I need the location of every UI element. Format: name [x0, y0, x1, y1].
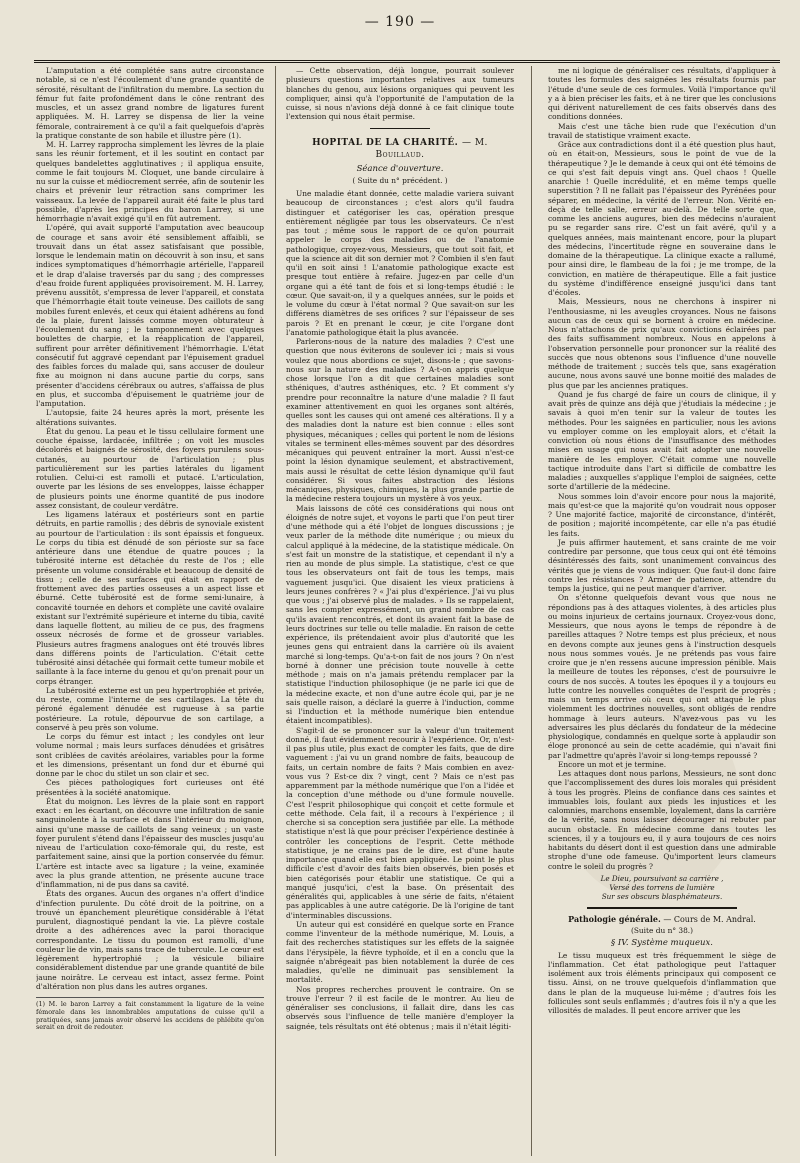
- footnote-text: (1) M. le baron Larrey a fait constamment la ligature de la veine fémorale dans les innombrables amputations de cuisse qu'il a pratiquées, sans jamais avoir observé les accidens de phlébite qu'on serait en droit de redouter.: [36, 1000, 264, 1032]
- column-3: [548, 66, 776, 1156]
- article-paragraph: Ces pièces pathologiques fort curieuses ont été présentées à la société anatomique.: [36, 778, 264, 797]
- article-paragraph: S'agit-il de se prononcer sur la valeur d'un traitement donné, il faut évidemment recourir à l'expérience. Or, n'est-il pas plus utile, plus exact de compter les faits, que de dire vaguement : j'ai vu un grand nombre de faits, beaucoup de faits, un certain nombre de faits ? Mais combien en avez-vous vus ? Est-ce dix ? vingt, cent ? Mais ce n'est pas apparemment par la méthode numérique que l'on a l'idée et la conception d'une méthode ou d'une formule nouvelle. C'est l'esprit philosophique qui conçoit et cette formule et cette méthode. Cela fait, il a recours à l'expérience ; il cherche si sa conception sera justifiée par elle. La méthode statistique n'est là que pour préciser l'expérience destinée à contrôler les conceptions de l'esprit. Cette méthode statistique, je ne crains pas de le dire, est d'une haute importance quand elle est bien appliquée. Le point le plus difficile c'est d'avoir des faits bien observés, bien posés et bien catégorisés pour établir une statistique. Ce qui a manqué jusqu'ici, c'est la base. On présentait des généralités qui, applicables à une série de faits, n'étaient pas applicables à une autre catégorie. De là l'origine de tant d'interminables discussions.: [286, 725, 514, 920]
- article-paragraph: Quand je fus chargé de faire un cours de clinique, il y avait près de quinze ans déjà que j'étudiais la médecine ; je savais à quoi m'en tenir sur la valeur de toutes les méthodes. Pour les saignées en particulier, nous les avions vu employer comme on les employait alors, et c'était la conviction où nous étions de l'insuffisance des méthodes mises en usage qui nous avait fait adopter une nouvelle manière de les employer. C'était comme une nouvelle tactique introduite dans l'art si difficile de combattre les maladies ; auxquelles s'applique l'emploi de saignées, cette sorte d'artillerie de la médecine.: [548, 389, 776, 492]
- article-paragraph: État du moignon. Les lèvres de la plaie sont en rapport exact : en les écartant, on découvre une infiltration de sanie sanguinolente à la surface et dans l'intérieur du moignon, ainsi qu'une masse de caillots de sang veineux ; un vaste foyer purulent s'étend dans l'épaisseur des muscles jusqu'au niveau de l'articulation coxo-fémorale qui, du reste, est parfaitement saine, ainsi que la portion conservée du fémur. L'artère est intacte avec sa ligature ; la veine, examinée avec la plus grande attention, ne présente aucune trace d'inflammation, ni de pus dans sa cavité.: [36, 796, 264, 889]
- verse-line: Sur ses obscurs blasphémateurs.: [601, 891, 723, 901]
- article-paragraph: Je puis affirmer hautement, et sans crainte de me voir contredire par personne, que tous ceux qui ont été témoins désintéressés des faits, sont unanimement convaincus des vérités que je viens de vous indiquer. Que faut-il donc faire contre les résistances ? Armer de patience, attendre du temps la justice, qui ne peut manquer d'arriver.: [548, 537, 776, 593]
- intro-paragraph: — Cette observation, déjà longue, pourrait soulever plusieurs questions importantes relatives aux tumeurs blanches du genou, aux lésions organiques qui peuvent les compliquer, ainsi qu'à l'opportunité de l'amputation de la cuisse, si nous n'avions déjà donné à ce fait clinique toute l'extension qui nous était permise.: [286, 66, 514, 122]
- article-paragraph: La tubérosité externe est un peu hypertrophiée et privée, du reste, comme l'interne de ses cartilages. La tête du péroné également dénudée est rugueuse à sa partie postérieure. La rotule, dépourvue de son cartilage, a conservé à peu près son volume.: [36, 685, 264, 732]
- article-paragraph: État du genou. La peau et le tissu cellulaire forment une couche épaisse, lardacée, infiltrée ; on voit les muscles décolorés et baignés de sérosité, des foyers purulens sous-cutanés, au pourtour de l'articulation ; plus particulièrement sur les parties latérales du ligament rotulien. Celui-ci est ramolli et putacé. L'articulation, ouverte par les lésions de ses enveloppes, laisse échapper de plusieurs points une énorme quantité de pus inodore assez consistant, de couleur verdâtre.: [36, 426, 264, 510]
- article-paragraph: Nos propres recherches prouvent le contraire. On se trouve l'erreur ? il est facile de le montrer. Au lieu de généraliser ses conclusions, il fallait dire, dans les cas observés sous l'influence de telle manière d'employer la saignée, tels résultats ont été obtenus ; mais il n'était légiti-: [286, 984, 514, 1031]
- article-paragraph: Grâce aux contradictions dont il a été question plus haut, où en était-on, Messieurs, sous le point de vue de la thérapeutique ? Je le demande à ceux qui ont été témoins de ce qui s'est fait depuis vingt ans. Quel chaos ! Quelle anarchie ! Quelle incrédulité, et en même temps quelle superstition ? Il ne fallait pas l'épaisseur des Pyrénées pour séparer, en médecine, la vérité de l'erreur. Non. Vérité en-deçà de telle salle, erreur au-delà. De telle sorte que, comme les anciens augures, bien des médecins n'auraient pu se regarder sans rire. C'est un fait avéré, qu'il y a quelques années, mais maintenant encore, pour la plupart des médecins, l'incertitude règne en souveraine dans le domaine de la thérapeutique. La clinique exacte a rallumé, pour ainsi dire, le flambeau de la foi ; je me trompe, de la conviction, en matière de thérapeutique. Elle a fait justice du système d'indifférence enseigné jusqu'ici dans tant d'écoles.: [548, 140, 776, 297]
- column-1: [36, 66, 264, 1156]
- article-paragraph: Parlerons-nous de la nature des maladies ? C'est une question que nous éviterons de soulever ici ; mais si vous voulez que nous abordions ce sujet, disons-le ; que savons-nous sur la nature des maladies ? A-t-on appris quelque chose lorsque l'on a dit que certaines maladies sont sthéniques, d'autres asthéniques, etc. ? Et comment s'y prendre pour reconnaître la nature d'une maladie ? Il faut examiner attentivement en quoi les organes sont altérés, quelles sont les causes qui ont amené ces altérations. Il y a des maladies dont la nature est bien connue : elles sont physiques, mécaniques ; celles qui portent le nom de lésions vitales se terminent elles-mêmes souvent par des désordres mécaniques qui peuvent entraîner la mort. Aussi n'est-ce point la lésion dynamique seulement, et abstractivement, mais aussi le résultat de cette lésion dynamique qu'il faut considérer. Si vous faites abstraction des lésions mécaniques, physiques, chimiques, la plus grande partie de la médecine restera toujours un mystère à vos yeux.: [286, 337, 514, 504]
- column-divider: [275, 66, 276, 1156]
- article-paragraph: Mais c'est une tâche bien rude que l'exécution d'un travail de statistique vraiment exacte.: [548, 121, 776, 140]
- article-paragraph: On s'étonne quelquefois devant vous que nous ne répondions pas à des attaques violentes, à des articles plus ou moins injurieux de certains journaux. Croyez-vous donc, Messieurs, que nous ayons le temps de répondre à de pareilles attaques ? Notre temps est plus précieux, et nous en devons compte aux jeunes gens à l'instruction desquels nous nous sommes voués. Je ne prétends pas vous faire croire que je n'en ressens aucune impression pénible. Mais la meilleure de toutes les réponses, c'est de poursuivre le cours de nos succès. A toutes les époques il y a toujours eu lutte contre les nouvelles conquêtes de l'esprit de progrès ; mais un temps arrive où ceux qui ont attaqué le plus violemment les doctrines nouvelles, sont obligés de rendre hommage à leurs auteurs. N'avez-vous pas vu les adversaires les plus déclarés du fondateur de la médecine physiologique, condamnés en quelque sorte à applaudir son éloge prononcé au sein de cette académie, qui n'avait fini par l'admettre qu'après l'avoir si long-temps repoussé ?: [548, 593, 776, 760]
- verse-line: Versé des torrens de lumière: [609, 882, 715, 892]
- section2-author: — Cours de M. Andral.: [663, 914, 756, 924]
- article-paragraph: Une maladie étant donnée, cette maladie variera suivant beaucoup de circonstances ; c'est alors qu'il faudra distinguer et catégoriser les cas, opération presque entièrement négligée par tous les observateurs. Ce n'est pas tout ; même sous le rapport de ce qu'on pourrait appeler le corps des maladies ou de l'anatomie pathologique, croyez-vous, Messieurs, que tout soit fait, et que la science ait dit son dernier mot ? Combien il s'en faut qu'il en soit ainsi ! L'anatomie pathologique exacte est presque tout entière à refaire. Jugez-en par celle d'un organe qui a été tant de fois et si long-temps étudié : le cœur. Que savait-on, il y a quelques années, sur le poids et le volume du cœur à l'état normal ? Que savait-on sur les différens diamètres de ses orifices ? sur l'épaisseur de ses parois ? Et en prenant le cœur, je cite l'organe dont l'anatomie pathologique était la plus avancée.: [286, 189, 514, 337]
- article-paragraph: me ni logique de généraliser ces résultats, d'appliquer à toutes les formules des saignées les résultats fournis par l'étude d'une seule de ces formules. Voilà l'importance qu'il y a à bien préciser les faits, et à ne tirer que les conclusions qui dérivent naturellement de ces faits observés dans des conditions données.: [548, 66, 776, 122]
- section-title-text: HOPITAL DE LA CHARITÉ.: [312, 137, 459, 148]
- footnote: [36, 997, 264, 1032]
- article-paragraph: États des organes. Aucun des organes n'a offert d'indice d'infection purulente. Du côté droit de la poitrine, on a trouvé un épanchement pleurétique considérable à l'état purulent, diagnostiqué pendant la vie. La plèvre costale droite a des adhérences avec la paroi thoracique correspondante. Le tissu du poumon est ramolli, d'une couleur lie de vin, mais sans trace de tubercule. Le cœur est légèrement hypertrophié ; la vésicule biliaire considérablement distendue par une grande quantité de bile jaune noirâtre. Le cerveau est intact, assez ferme. Point d'altération non plus dans les autres organes.: [36, 889, 264, 991]
- article-paragraph: L'amputation a été complétée sans autre circonstance notable, si ce n'est l'écoulement d'une grande quantité de sérosité, résultant de l'infiltration du membre. La section du fémur fut faite profondément dans le cône rentrant des muscles, et un assez grand nombre de ligatures furent appliquées. M. H. Larrey se dispensa de lier la veine fémorale, contrairement à ce qu'il a fait quelquefois d'après la pratique constante de son habile et illustre père (1).: [36, 66, 264, 140]
- article-paragraph: Un auteur qui est considéré en quelque sorte en France comme l'inventeur de la méthode numérique, M. Louis, a fait des recherches statistiques sur les effets de la saignée dans l'érysipèle, la fièvre typhoïde, et il en a conclu que la saignée n'abrégeait pas bien notablement la durée de ces maladies, qu'elle ne diminuait pas sensiblement la mortalité.: [286, 919, 514, 985]
- article-paragraph: Mais, Messieurs, nous ne cherchons à inspirer ni l'enthousiasme, ni les aveugles croyances. Nous ne faisons aucun cas de ceux qui se bornent à croire en médecine. Nous n'attachons de prix qu'aux convictions éclairées par des faits suffisamment nombreux. Nous en appelons à l'observation personnelle pour prononcer sur la réalité des succès que nous obtenons sous l'influence d'une nouvelle méthode de traitement ; succès tels que, sans exagération aucune, nous avons sauvé une bonne moitié des malades de plus que par les anciennes pratiques.: [548, 297, 776, 390]
- separator-rule: [370, 128, 430, 129]
- article-paragraph: L'autopsie, faite 24 heures après la mort, présente les altérations suivantes.: [36, 408, 264, 427]
- verse-block: [548, 874, 776, 901]
- page-number: — 190 —: [364, 14, 436, 30]
- section-subtitle: Séance d'ouverture.: [356, 163, 444, 174]
- separator-rule: [587, 907, 737, 909]
- section-title: [286, 137, 514, 161]
- section2-title: [548, 915, 776, 924]
- section2-note: (Suite du n° 38.): [630, 926, 694, 935]
- section2-subtitle: § IV. Système muqueux.: [610, 938, 714, 949]
- article-paragraph: Les attaques dont nous parlons, Messieurs, ne sont donc que l'accomplissement des dures lois morales qui président à tous les progrès. Pleins de confiance dans ces saintes et immuables lois, foulant aux pieds les injustices et les calomnies, marchons ensemble, loyalement, dans la carrière de la vérité, sans nous laisser décourager ni rebuter par aucun obstacle. En médecine comme dans toutes les sciences, il y a toujours eu, il y aura toujours de ces noirs habitants du désert dont il est question dans une admirable strophe d'une ode fameuse. Qu'importent leurs clameurs contre le soleil du progrès ?: [548, 769, 776, 871]
- column-3-body: [548, 66, 776, 871]
- article-paragraph: Nous sommes loin d'avoir encore pour nous la majorité, mais qu'est-ce que la majorité qu'on voudrait nous opposer ? Une majorité factice, majorité de circonstance, d'intérêt, de position ; majorité incompétente, car elle n'a pas étudié les faits.: [548, 491, 776, 538]
- article-paragraph: Le corps du fémur est intact ; les condyles ont leur volume normal ; mais leurs surfaces dénudées et grisâtres sont criblées de cavités aréolaires, variables pour la forme et les dimensions, présentant un fond dur et éburné qui donne par le choc du stilet un son clair et sec.: [36, 732, 264, 778]
- article-paragraph: Le tissu muqueux est très fréquemment le siège de l'inflammation. Cet état pathologique peut l'attaquer isolément aux trois éléments principaux qui composent ce tissu. Ainsi, on ne trouve quelquefois d'inflammation que dans le plan de la muqueuse lui-même ; d'autres fois les follicules sont seuls enflammés ; d'autres fois il n'y a que les villosités de malades. Il peut encore arriver que les: [548, 950, 776, 1015]
- article-paragraph: Les ligamens latéraux et postérieurs sont en partie détruits, en partie ramollis ; des débris de synoviale existent au pourtour de l'articulation : ils sont épaissis et fongueux. Le corps du tibia est dénudé de son périoste sur sa face antérieure dans une étendue de quatre pouces ; la tubérosité interne est détachée du reste de l'os ; elle présente un volume considérable et beaucoup de densité de tissu ; celle de ses surfaces qui était en rapport de frottement avec des parties osseuses a un aspect lisse et éburné. Cette tubérosité est de forme semi-lunaire, à concavité tournée en dehors et complète une cavité ovalaire existant sur l'extrémité supérieure et interne du tibia, cavité dans laquelle flottent, au milieu de ce pus, des fragmens osseux nécrosés de forme et de grosseur variables. Plusieurs autres fragmens analogues ont été trouvés libres dans différens points de l'articulation. C'était cette tubérosité ainsi détachée qui formait cette tumeur mobile et saillante à la face interne du genou et qu'on prenait pour un corps étranger.: [36, 510, 264, 686]
- article-paragraph: M. H. Larrey rapprocha simplement les lèvres de la plaie sans les réunir fortement, et il les soutint en contact par quelques bandelettes agglutinatives ; il appliqua ensuite, comme le fait toujours M. Cloquet, une bande circulaire à nu sur la cuisse et médiocrement serrée, afin de soutenir les chairs et prévenir leur rétraction sans comprimer les vaisseaux. La levée de l'appareil aurait été faite le plus tard possible, d'après les principes du baron Larrey, si une hémorrhagie n'avait exigé qu'il en fût autrement.: [36, 140, 264, 223]
- section2-body: [548, 951, 776, 1016]
- article-paragraph: L'opéré, qui avait supporté l'amputation avec beaucoup de courage et sans avoir été sensiblement affaibli, se trouvait dans un état assez satisfaisant que possible, lorsque le lendemain matin on découvrit à son insu, et sans indices symptomatiques d'hémorrhagie artérielle, l'appareil et le drap d'alaise traversés par du sang ; des compresses d'eau froide furent appliquées provisoirement. M. H. Larrey, prévenu aussitôt, s'empressa de lever l'appareil, et constata que l'hémorrhagie était toute veineuse. Des caillots de sang mobiles furent enlevés, et ceux qui étaient adhérens au fond de la plaie, furent laissés comme moyen obturateur à l'écoulement du sang ; le tamponnement avec quelques boulettes de charpie, et la réapplication de l'appareil, suffirent pour arrêter définitivement l'hémorrhagie. L'état consécutif fut aggravé cependant par l'épuisement graduel des faibles forces du malade qui, sans accuser de douleur fixe au moignon ni dans aucune partie du corps, sans présenter d'accidens cérébraux ou autres, s'affaissa de plus en plus, et succomba d'épuisement le quatrième jour de l'amputation.: [36, 223, 264, 408]
- column-divider: [531, 66, 532, 1156]
- header-rule: [34, 60, 780, 63]
- column-2: [286, 66, 514, 1156]
- section-author: — M. Bouillaud.: [375, 137, 488, 160]
- verse-line: Le Dieu, poursuivant sa carrière ,: [600, 873, 724, 883]
- section-note: ( Suite du n° précédent. ): [352, 175, 448, 185]
- section2-title-text: Pathologie générale.: [568, 913, 661, 924]
- article-paragraph: Encore un mot et je termine.: [558, 759, 667, 769]
- column-2-body: [286, 189, 514, 1031]
- article-paragraph: Mais laissons de côté ces considérations qui nous ont éloignés de notre sujet, et voyons le parti que l'on peut tirer d'une méthode qui a été l'objet de longues discussions ; je veux parler de la méthode dite numérique ; ou mieux du calcul appliqué à la médecine, de la statistique médicale. On s'est fait un monstre de la statistique, et cependant il n'y a rien au monde de plus simple. La statistique, c'est ce que tous les observateurs ont fait de tous les temps, mais vaguement jusqu'ici. Que disaient les vieux praticiens à leurs jeunes confrères ? « J'ai plus d'expérience. J'ai vu plus que vous ; j'ai observé plus de malades. » Ils se rappelaient, sans les compter expressément, un grand nombre de cas qu'ils avaient rencontrés, et dont ils avaient fait la base de leurs doctrines sur telle ou telle maladie. En raison de cette expérience, ils prétendaient avoir plus d'autorité que les jeunes gens qui entraient dans la carrière où ils avaient marché si long-temps. Qu'a-t-on fait de nos jours ? On n'est borné à donner une précision toute nouvelle à cette méthode ; mais on n'a jamais prétendu remplacer par la statistique l'induction philosophique (je ne parle ici que de la médecine exacte, et non d'une autre école qui, par je ne sais quelle raison, a déclaré la guerre à l'induction, comme si l'induction et la méthode numérique bien entendue étaient incompatibles).: [286, 503, 514, 726]
